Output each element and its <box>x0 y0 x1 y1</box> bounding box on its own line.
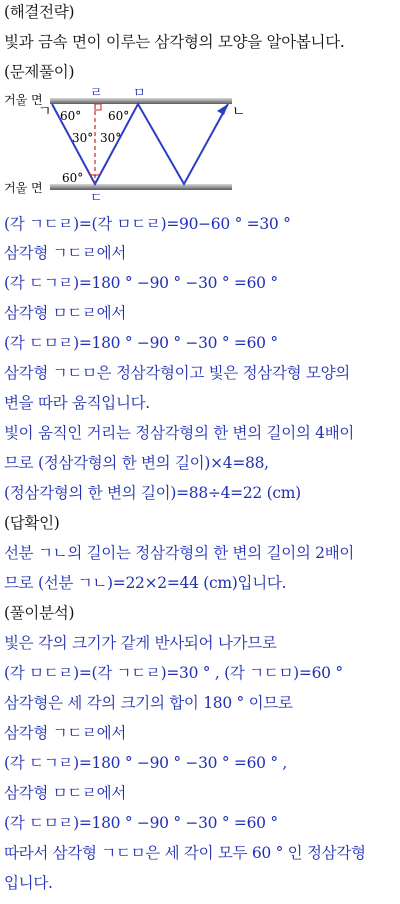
solution-line-9: 므로 (정삼각형의 한 변의 길이)×4=88, <box>4 454 269 472</box>
strategy-heading: (해결전략) <box>4 3 75 21</box>
mirror-reflection-diagram <box>0 86 260 204</box>
label-g: ㄱ <box>38 104 52 120</box>
analysis-line-7: (각 ㄷㅁㄹ)=180 ° −90 ° −30 ° =60 ° <box>4 814 278 832</box>
angle-60-left: 60° <box>60 109 82 123</box>
analysis-line-5: (각 ㄷㄱㄹ)=180 ° −90 ° −30 ° =60 ° , <box>4 754 288 772</box>
label-m: ㅁ <box>133 86 146 101</box>
analysis-line-3: 삼각형은 세 각의 크기의 합이 180 ° 이므로 <box>4 694 293 712</box>
analysis-line-1: 빛은 각의 크기가 같게 반사되어 나가므로 <box>4 634 277 652</box>
arrow-head-end <box>217 104 228 115</box>
angle-60-right: 60° <box>108 109 130 123</box>
analysis-heading: (풀이분석) <box>4 604 75 622</box>
solution-line-3: (각 ㄷㄱㄹ)=180 ° −90 ° −30 ° =60 ° <box>4 274 278 292</box>
strategy-text: 빛과 금속 면이 이루는 삼각형의 모양을 알아봅니다. <box>4 33 345 51</box>
solution-line-8: 빛이 움직인 거리는 정삼각형의 한 변의 길이의 4배이 <box>4 424 355 442</box>
solution-line-5: (각 ㄷㅁㄹ)=180 ° −90 ° −30 ° =60 ° <box>4 334 278 352</box>
answer-heading: (답확인) <box>4 514 60 532</box>
solution-line-1: (각 ㄱㄷㄹ)=(각 ㅁㄷㄹ)=90−60 ° =30 ° <box>4 215 291 233</box>
mirror-top-label: 거울 면 <box>4 93 43 107</box>
solution-line-6: 삼각형 ㄱㄷㅁ은 정삼각형이고 빛은 정삼각형 모양의 <box>4 364 350 382</box>
angle-30-right: 30° <box>100 131 122 145</box>
analysis-line-8: 따라서 삼각형 ㄱㄷㅁ은 세 각이 모두 60 ° 인 정삼각형 <box>4 844 366 862</box>
analysis-line-4: 삼각형 ㄱㄷㄹ에서 <box>4 724 127 742</box>
angle-60-bottom: 60° <box>62 171 84 185</box>
label-r: ㄹ <box>90 86 103 101</box>
analysis-line-6: 삼각형 ㅁㄷㄹ에서 <box>4 784 127 802</box>
solution-heading: (문제풀이) <box>4 63 75 81</box>
label-n: ㄴ <box>232 104 246 120</box>
solution-line-7: 변을 따라 움직입니다. <box>4 394 150 412</box>
answer-line-2: 므로 (선분 ㄱㄴ)=22×2=44 (cm)입니다. <box>4 574 287 592</box>
solution-line-4: 삼각형 ㅁㄷㄹ에서 <box>4 304 127 322</box>
solution-line-2: 삼각형 ㄱㄷㄹ에서 <box>4 244 127 262</box>
solution-line-10: (정삼각형의 한 변의 길이)=88÷4=22 (cm) <box>4 484 301 502</box>
label-d: ㄷ <box>90 191 103 204</box>
analysis-line-2: (각 ㅁㄷㄹ)=(각 ㄱㄷㄹ)=30 ° , (각 ㄱㄷㅁ)=60 ° <box>4 664 343 682</box>
analysis-line-9: 입니다. <box>4 874 53 892</box>
angle-30-left: 30° <box>72 131 94 145</box>
right-angle-mark <box>95 104 101 110</box>
mirror-bottom-label: 거울 면 <box>4 181 43 195</box>
answer-line-1: 선분 ㄱㄴ의 길이는 정삼각형의 한 변의 길이의 2배이 <box>4 544 355 562</box>
